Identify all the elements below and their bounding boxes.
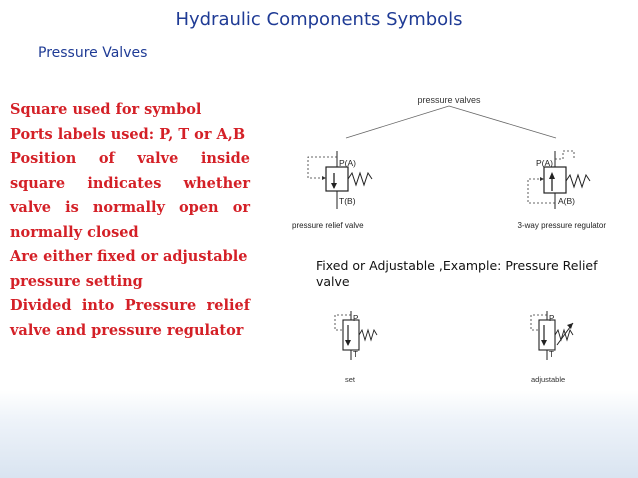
- adjustable-label: adjustable: [531, 375, 566, 384]
- set-adjustable-diagram: [317, 305, 589, 387]
- port-label-p: P: [353, 314, 359, 323]
- set-adjustable-figure: [317, 305, 589, 387]
- port-label-t2: T: [549, 350, 554, 359]
- port-label-pa-right: P(A): [536, 158, 553, 168]
- regulator-label: 3-way pressure regulator: [517, 221, 606, 230]
- bullet-line: normally closed: [10, 223, 139, 241]
- tree-line-right: [449, 106, 556, 138]
- bullet-line: Position of valve inside: [10, 150, 250, 167]
- port-label-ab: A(B): [558, 196, 575, 206]
- section-subtitle: Pressure Valves: [38, 45, 148, 61]
- bullet-line: valve is normally open or: [10, 199, 250, 216]
- tree-line-left: [346, 106, 449, 138]
- bullet-line: Ports labels used: P, T or A,B: [10, 125, 246, 143]
- page-title: Hydraulic Components Symbols: [175, 9, 463, 30]
- bullet-list: [10, 98, 250, 343]
- figure-caption: Fixed or Adjustable ,Example: Pressure Relief valve: [316, 258, 598, 289]
- bullet-line: Are either fixed or adjustable: [10, 248, 248, 265]
- port-label-t: T: [353, 350, 358, 359]
- figure-title: pressure valves: [417, 95, 481, 105]
- set-label: set: [345, 375, 356, 384]
- bullet-line: Square used for symbol: [10, 101, 202, 118]
- port-label-pa: P(A): [339, 158, 356, 168]
- bullet-line: valve and pressure regulator: [10, 321, 244, 339]
- pressure-valves-figure: [288, 93, 610, 237]
- bullet-line: Divided into Pressure relief: [10, 297, 250, 314]
- bullet-line: square indicates whether: [10, 174, 250, 192]
- port-label-p2: P: [549, 314, 555, 323]
- bullet-line: pressure setting: [10, 272, 143, 290]
- pressure-valves-diagram: [288, 93, 610, 237]
- relief-valve-label: pressure relief valve: [292, 221, 364, 230]
- port-label-tb: T(B): [339, 196, 356, 206]
